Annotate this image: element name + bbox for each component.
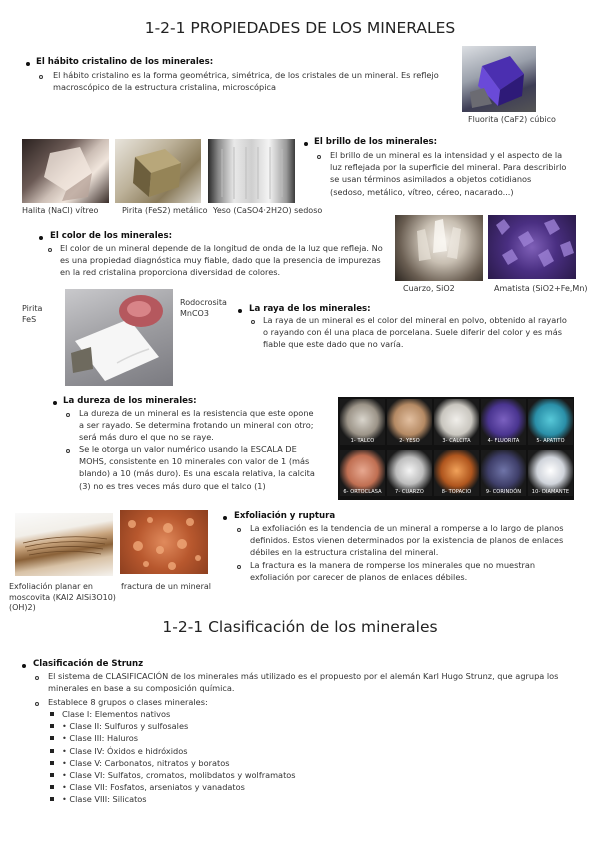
bullet — [35, 676, 39, 680]
yeso-image — [208, 139, 295, 203]
text-line: La fractura es la manera de romperse los minerales que no muestran — [250, 560, 536, 570]
mohs-corindon — [481, 450, 526, 496]
bullet — [317, 155, 321, 159]
text-line: será más duro el que no se raye. — [79, 432, 214, 443]
text-line: (3) no es tres veces más duro que el talco (1) — [79, 480, 266, 491]
text-line: (sedoso, metálico, vítreo, céreo, nacarado...) — [330, 186, 514, 197]
class-item — [62, 793, 296, 805]
mohs-label: 2- YESO — [399, 438, 420, 444]
caption-line: Rodocrosita — [180, 298, 227, 307]
text-line: es una propiedad diagnóstica muy fiable, dado que la presencia de impurezas — [60, 255, 381, 266]
brillo-text — [330, 149, 566, 198]
halita-image — [22, 139, 109, 203]
mohs-label: 8- TOPACIO — [441, 489, 472, 495]
text-line: El hábito cristalino es la forma geométrica, simétrica, de los cristales de un mineral. Es reflejo — [53, 70, 439, 80]
pirita-metalico-caption: Pirita (FeS2) metálico — [122, 206, 208, 215]
exfoliacion-item-1 — [250, 522, 563, 559]
class-item — [62, 720, 296, 732]
rodocrosita-caption — [180, 298, 227, 319]
color-text — [60, 242, 383, 279]
mohs-yeso — [387, 399, 432, 445]
raya-plate-graphic — [65, 289, 173, 386]
fluorita-caption: Fluorita (CaF2) cúbico — [468, 115, 556, 124]
bullet — [304, 142, 308, 146]
text-line: a ser rayado. Se determina frotando un mineral con otro; — [79, 420, 314, 431]
raya-image — [65, 289, 173, 386]
strunz-heading: Clasificación de Strunz — [33, 659, 144, 669]
bullet — [39, 236, 43, 240]
text-line: fiable que este dado que no varía. — [263, 339, 404, 350]
text-line: minerales en base a su composición química. — [48, 683, 235, 694]
bullet — [53, 401, 57, 405]
bullet — [237, 528, 241, 532]
bullet — [50, 712, 54, 716]
text-line: La raya de un mineral es el color del mineral en polvo, obtenido al rayarlo — [263, 315, 567, 325]
halita-crystal-graphic — [22, 139, 109, 203]
fractura-image — [120, 510, 208, 574]
class-label: • Clase VII: Fosfatos, arseniatos y vanadatos — [62, 782, 245, 793]
bullet — [237, 565, 241, 569]
bullet — [35, 702, 39, 706]
class-label: • Clase VI: Sulfatos, cromatos, molibdatos y wolframatos — [62, 770, 296, 781]
yeso-fibers-graphic — [208, 139, 295, 203]
mohs-label: 1- TALCO — [350, 438, 375, 444]
amatista-crystal-graphic — [488, 215, 576, 279]
bullet — [223, 516, 227, 520]
bullet — [50, 797, 54, 801]
bullet — [50, 761, 54, 765]
mohs-cuarzo — [387, 450, 432, 496]
mohs-talco — [340, 399, 385, 445]
strunz-item-1 — [48, 670, 558, 694]
caption-line: MnCO3 — [180, 308, 209, 318]
bullet — [251, 320, 255, 324]
habito-heading: El hábito cristalino de los minerales: — [36, 57, 214, 67]
fluorita-crystal-graphic — [462, 46, 536, 112]
class-label: • Clase V: Carbonatos, nitratos y boratos — [62, 757, 230, 768]
class-item — [62, 781, 296, 793]
mohs-label: 7- CUARZO — [395, 489, 424, 495]
page-title: 1-2-1 PROPIEDADES DE LOS MINERALES — [144, 19, 456, 37]
text-line: MOHS, consistente en 10 minerales con valor de 1 (más — [79, 456, 310, 467]
mohs-ortoclasa — [340, 450, 385, 496]
mohs-label: 3- CALCITA — [442, 438, 471, 444]
moscovita-caption — [9, 582, 116, 614]
brillo-heading: El brillo de los minerales: — [314, 137, 438, 147]
bullet — [50, 785, 54, 789]
mohs-label: 5- APATITO — [536, 438, 565, 444]
mohs-label: 6- ORTOCLASA — [343, 489, 382, 495]
cuarzo-image — [395, 215, 483, 281]
text-line: La dureza de un mineral es la resistencia que este opone — [79, 408, 314, 418]
fractura-caption: fractura de un mineral — [121, 582, 211, 591]
class-label: • Clase III: Haluros — [62, 733, 139, 744]
caption-line: Pirita — [22, 304, 43, 313]
caption-line: Exfoliación planar en — [9, 582, 93, 591]
mohs-label: 4- FLUORITA — [487, 438, 520, 444]
class-item — [62, 745, 296, 757]
exfoliacion-item-2 — [250, 559, 535, 583]
strunz-classes-list — [62, 708, 296, 806]
amatista-image — [488, 215, 576, 279]
text-line: La exfoliación es la tendencia de un mineral a romperse a lo largo de planos — [250, 523, 564, 533]
mohs-label: 10- DIAMANTE — [531, 489, 570, 495]
class-label: • Clase II: Sulfuros y sulfosales — [62, 721, 189, 732]
caption-line: FeS — [22, 314, 37, 324]
yeso-caption: Yeso (CaSO4·2H2O) sedoso — [213, 206, 323, 215]
habito-text — [53, 69, 439, 93]
exfoliacion-heading: Exfoliación y ruptura — [234, 511, 336, 521]
bullet — [50, 773, 54, 777]
class-item — [62, 769, 296, 781]
strunz-item-2: Establece 8 grupos o clases minerales: — [48, 697, 208, 707]
text-line: El brillo de un mineral es la intensidad y el aspecto de la — [330, 150, 563, 160]
text-line: Se le otorga un valor numérico usando la ESCALA DE — [79, 444, 297, 454]
bullet — [66, 449, 70, 453]
text-line: débiles en la estructura cristalina del mineral. — [250, 547, 439, 558]
text-line: El color de un mineral depende de la longitud de onda de la luz que refleja. No — [60, 243, 383, 253]
pirita-raya-caption — [22, 304, 42, 325]
mohs-diamante — [528, 450, 573, 496]
moscovita-image — [15, 513, 113, 576]
mohs-topacio — [434, 450, 479, 496]
mohs-label: 9- CORINDÓN — [485, 489, 522, 495]
caption-line: moscovita (KAl2 AlSi3O10) — [9, 592, 116, 602]
text-line: o rayando con él una placa de porcelana. Suele diferir del color y es más — [263, 327, 562, 338]
bullet — [22, 664, 26, 668]
mohs-apatito — [528, 399, 573, 445]
mohs-scale-image — [338, 397, 574, 500]
raya-heading: La raya de los minerales: — [249, 304, 371, 314]
bullet — [26, 62, 30, 66]
section-title: 1-2-1 Clasificación de los minerales — [162, 618, 438, 636]
bullet — [50, 749, 54, 753]
bullet — [48, 248, 52, 252]
class-item — [62, 708, 296, 720]
mohs-calcita — [434, 399, 479, 445]
halita-caption: Halita (NaCl) vítreo — [22, 206, 99, 215]
text-line: El sistema de CLASIFICACIÓN de los minerales más utilizado es el propuesto por el alemán Karl Hugo Strunz, que agrupa los — [48, 671, 559, 681]
class-item — [62, 732, 296, 744]
text-line: luz reflejada por la superficie del mineral. Para describirlo — [330, 162, 567, 173]
raya-text — [263, 314, 567, 351]
fluorita-image — [462, 46, 536, 112]
bullet — [50, 724, 54, 728]
color-heading: El color de los minerales: — [50, 231, 173, 241]
fractura-texture-graphic — [120, 510, 208, 574]
bullet — [238, 309, 242, 313]
amatista-caption: Amatista (SiO2+Fe,Mn) — [494, 284, 588, 293]
cuarzo-caption: Cuarzo, SiO2 — [403, 284, 455, 293]
caption-line: (OH)2) — [9, 603, 36, 612]
dureza-heading: La dureza de los minerales: — [63, 396, 197, 406]
dureza-item-1 — [79, 407, 314, 444]
text-line: definidos. Estos vienen determinados por la existencia de planos de enlaces — [250, 535, 564, 546]
bullet — [50, 736, 54, 740]
text-line: blando) a 10 (más duro). Es una escala relativa, la calcita — [79, 468, 315, 479]
pirita-metalico-image — [115, 139, 201, 203]
pirita-crystal-graphic — [115, 139, 201, 203]
text-line: se usan términos asimilados a objetos cotidianos — [330, 174, 532, 185]
mohs-fluorita — [481, 399, 526, 445]
dureza-item-2 — [79, 443, 315, 492]
cuarzo-crystal-graphic — [395, 215, 483, 281]
class-label: • Clase IV: Óxidos e hidróxidos — [62, 745, 188, 756]
class-label: Clase I: Elementos nativos — [62, 709, 171, 719]
bullet — [66, 413, 70, 417]
class-item — [62, 757, 296, 769]
text-line: en la red cristalina proporciona diversidad de colores. — [60, 267, 281, 278]
moscovita-layers-graphic — [15, 513, 113, 576]
text-line: exfoliación por carecer de planos de enlaces débiles. — [250, 572, 468, 583]
text-line: macroscópico de la estructura cristalina, microscópica — [53, 82, 277, 93]
class-label: • Clase VIII: Silicatos — [62, 794, 147, 805]
bullet — [39, 75, 43, 79]
